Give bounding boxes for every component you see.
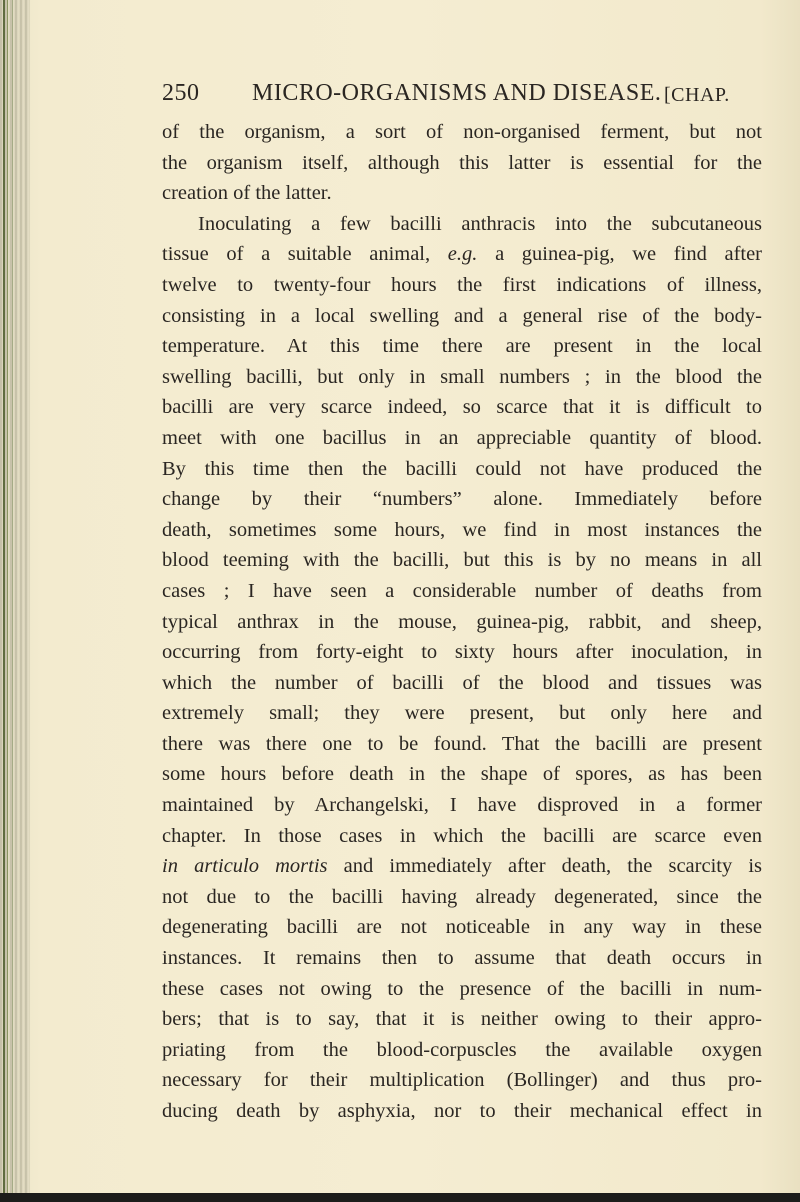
text-line: the organism itself, although this latter is essential for the — [162, 151, 762, 174]
text-line: instances. It remains then to assume that death occurs in — [162, 947, 762, 970]
text-line: priating from the blood-corpuscles the available oxygen — [162, 1038, 762, 1061]
binding-stitch-line — [12, 0, 13, 1202]
binding-stitch-line — [7, 0, 8, 1202]
chapter-mark: [CHAP. — [664, 84, 730, 106]
text-line: not due to the bacilli having already degenerated, since the — [162, 885, 762, 908]
text-line: of the organism, a sort of non-organised ferment, but not — [162, 121, 762, 143]
page-number: 250 — [162, 80, 200, 106]
text-line: consisting in a local swelling and a general rise of the body- — [162, 304, 762, 327]
text-line: these cases not owing to the presence of the bacilli in num- — [162, 977, 762, 1000]
text-line: chapter. In those cases in which the bacilli are scarce even — [162, 824, 762, 847]
text-line: By this time then the bacilli could not have produced the — [162, 457, 762, 480]
text-line: bacilli are very scarce indeed, so scarce that it is difficult to — [162, 396, 762, 419]
text-line: change by their “numbers” alone. Immediately before — [162, 488, 762, 511]
text-line — [162, 239, 762, 270]
text-line: blood teeming with the bacilli, but this is by no means in all — [162, 549, 762, 572]
text-line: Inoculating a few bacilli anthracis into the subcutaneous — [198, 212, 762, 235]
text-line: death, sometimes some hours, we find in most instances the — [162, 518, 762, 541]
text-line: cases ; I have seen a considerable number of deaths from — [162, 579, 762, 602]
text-line: some hours before death in the shape of spores, as has been — [162, 763, 762, 786]
running-header — [162, 80, 762, 120]
text-line: creation of the latter. — [162, 182, 332, 205]
text-line — [162, 851, 762, 882]
italic-phrase: e.g. — [447, 243, 478, 266]
text-line: maintained by Archangelski, I have disproved in a former — [162, 794, 762, 817]
text-line: degenerating bacilli are not noticeable in any way in these — [162, 916, 762, 939]
text-line: there was there one to be found. That the bacilli are present — [162, 732, 762, 755]
text-line: which the number of bacilli of the blood and tissues was — [162, 671, 762, 694]
text-line: typical anthrax in the mouse, guinea-pig, rabbit, and sheep, — [162, 610, 762, 633]
text-line: bers; that is to say, that it is neither owing to their appro- — [162, 1008, 762, 1031]
text-line: ducing death by asphyxia, nor to their mechanical effect in — [162, 1100, 762, 1122]
binding-stitch-line — [3, 0, 5, 1202]
bottom-edge-rule — [0, 1193, 800, 1202]
text-segment: and immediately after death, the scarcity is — [343, 855, 763, 878]
text-line: occurring from forty-eight to sixty hours after inoculation, in — [162, 641, 762, 664]
text-segment: a guinea-pig, we find after — [495, 243, 763, 266]
body-text — [162, 117, 762, 1127]
text-line: extremely small; they were present, but only here and — [162, 702, 762, 725]
text-line: twelve to twenty-four hours the first indications of illness, — [162, 273, 762, 296]
text-line: meet with one bacillus in an appreciable quantity of blood. — [162, 426, 762, 449]
text-segment: tissue of a suitable animal, — [162, 243, 431, 266]
text-line: swelling bacilli, but only in small numbers ; in the blood the — [162, 365, 762, 388]
running-title: MICRO-ORGANISMS AND DISEASE. — [252, 80, 662, 106]
text-line: necessary for their multiplication (Bollinger) and thus pro- — [162, 1069, 762, 1092]
italic-phrase: in articulo mortis — [162, 855, 328, 878]
text-line: temperature. At this time there are present in the local — [162, 335, 762, 358]
